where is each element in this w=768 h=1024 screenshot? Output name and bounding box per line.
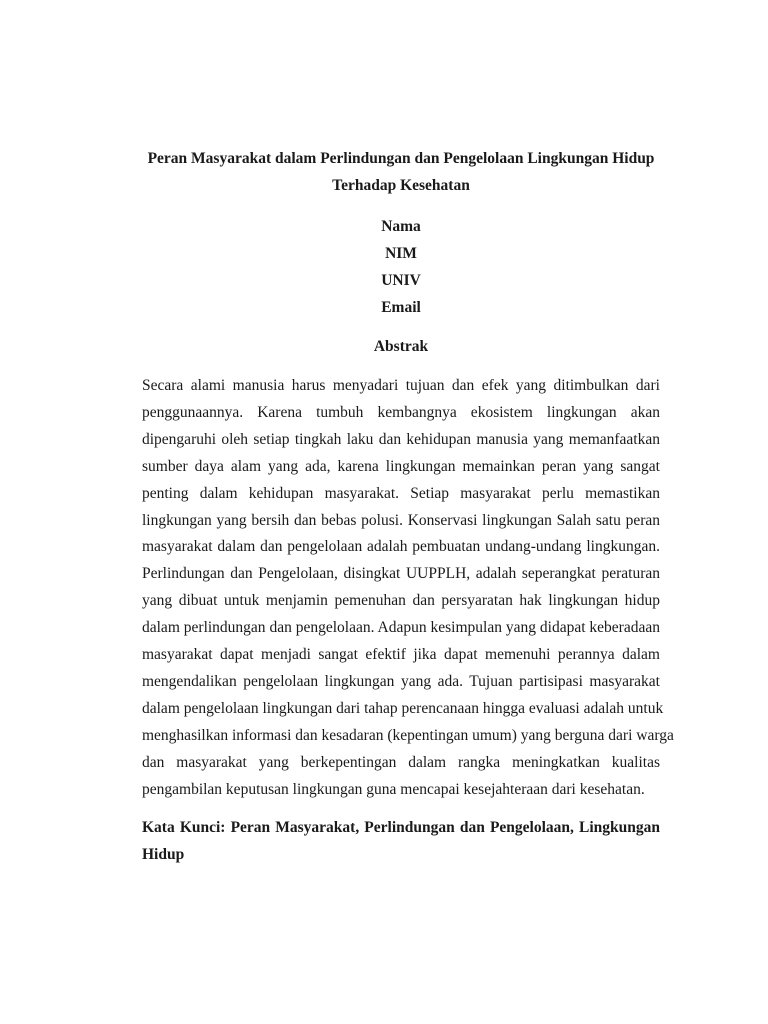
author-block bbox=[142, 213, 660, 321]
abstract-line: pengambilan keputusan lingkungan guna mencapai kesejahteraan dari kesehatan. bbox=[142, 780, 645, 798]
keywords bbox=[142, 814, 660, 868]
abstract-line: dalam pengelolaan lingkungan dari tahap perencanaan hingga evaluasi adalah untuk bbox=[142, 699, 664, 717]
abstract-line: Perlindungan dan Pengelolaan, disingkat UUPPLH, adalah seperangkat peraturan bbox=[142, 565, 660, 583]
abstract-line: penggunaannya. Karena tumbuh kembangnya ekosistem lingkungan akan bbox=[142, 403, 660, 421]
keywords-line: Kata Kunci: Peran Masyarakat, Perlindungan dan Pengelolaan, Lingkungan bbox=[142, 818, 660, 836]
abstract-line: lingkungan yang bersih dan bebas polusi. Konservasi lingkungan Salah satu peran bbox=[142, 511, 660, 529]
abstract-line: sumber daya alam yang ada, karena lingkungan memainkan peran yang sangat bbox=[142, 457, 660, 475]
author-email: Email bbox=[381, 299, 421, 316]
keywords-line: Hidup bbox=[142, 845, 185, 863]
paper-title-line: Terhadap Kesehatan bbox=[332, 177, 470, 194]
author-name: Nama bbox=[381, 218, 421, 235]
abstract-line: dipengaruhi oleh setiap tingkah laku dan kehidupan manusia yang memanfaatkan bbox=[142, 430, 660, 448]
abstract-line: dalam perlindungan dan pengelolaan. Adapun kesimpulan yang didapat keberadaan bbox=[142, 619, 660, 637]
abstract-line: mengendalikan pengelolaan lingkungan yang ada. Tujuan partisipasi masyarakat bbox=[142, 672, 660, 690]
abstract-line: menghasilkan informasi dan kesadaran (kepentingan umum) yang berguna dari warga bbox=[142, 726, 674, 744]
abstract-body bbox=[142, 373, 674, 804]
abstract-line: yang dibuat untuk menjamin pemenuhan dan persyaratan hak lingkungan hidup bbox=[142, 592, 660, 610]
abstract-line: masyarakat dapat menjadi sangat efektif jika dapat memenuhi perannya dalam bbox=[142, 646, 660, 664]
paper-title bbox=[142, 145, 660, 199]
abstract-line: dan masyarakat yang berkepentingan dalam rangka meningkatkan kualitas bbox=[142, 753, 660, 771]
author-nim: NIM bbox=[385, 245, 417, 262]
abstract-heading: Abstrak bbox=[373, 338, 429, 355]
abstract-line: masyarakat dalam dan pengelolaan adalah pembuatan undang-undang lingkungan. bbox=[142, 538, 660, 556]
paper-title-line: Peran Masyarakat dalam Perlindungan dan Pengelolaan Lingkungan Hidup bbox=[147, 150, 655, 167]
abstract-line: penting dalam kehidupan masyarakat. Setiap masyarakat perlu memastikan bbox=[142, 484, 660, 502]
abstract-line: Secara alami manusia harus menyadari tujuan dan efek yang ditimbulkan dari bbox=[142, 377, 660, 394]
author-university: UNIV bbox=[381, 272, 421, 289]
